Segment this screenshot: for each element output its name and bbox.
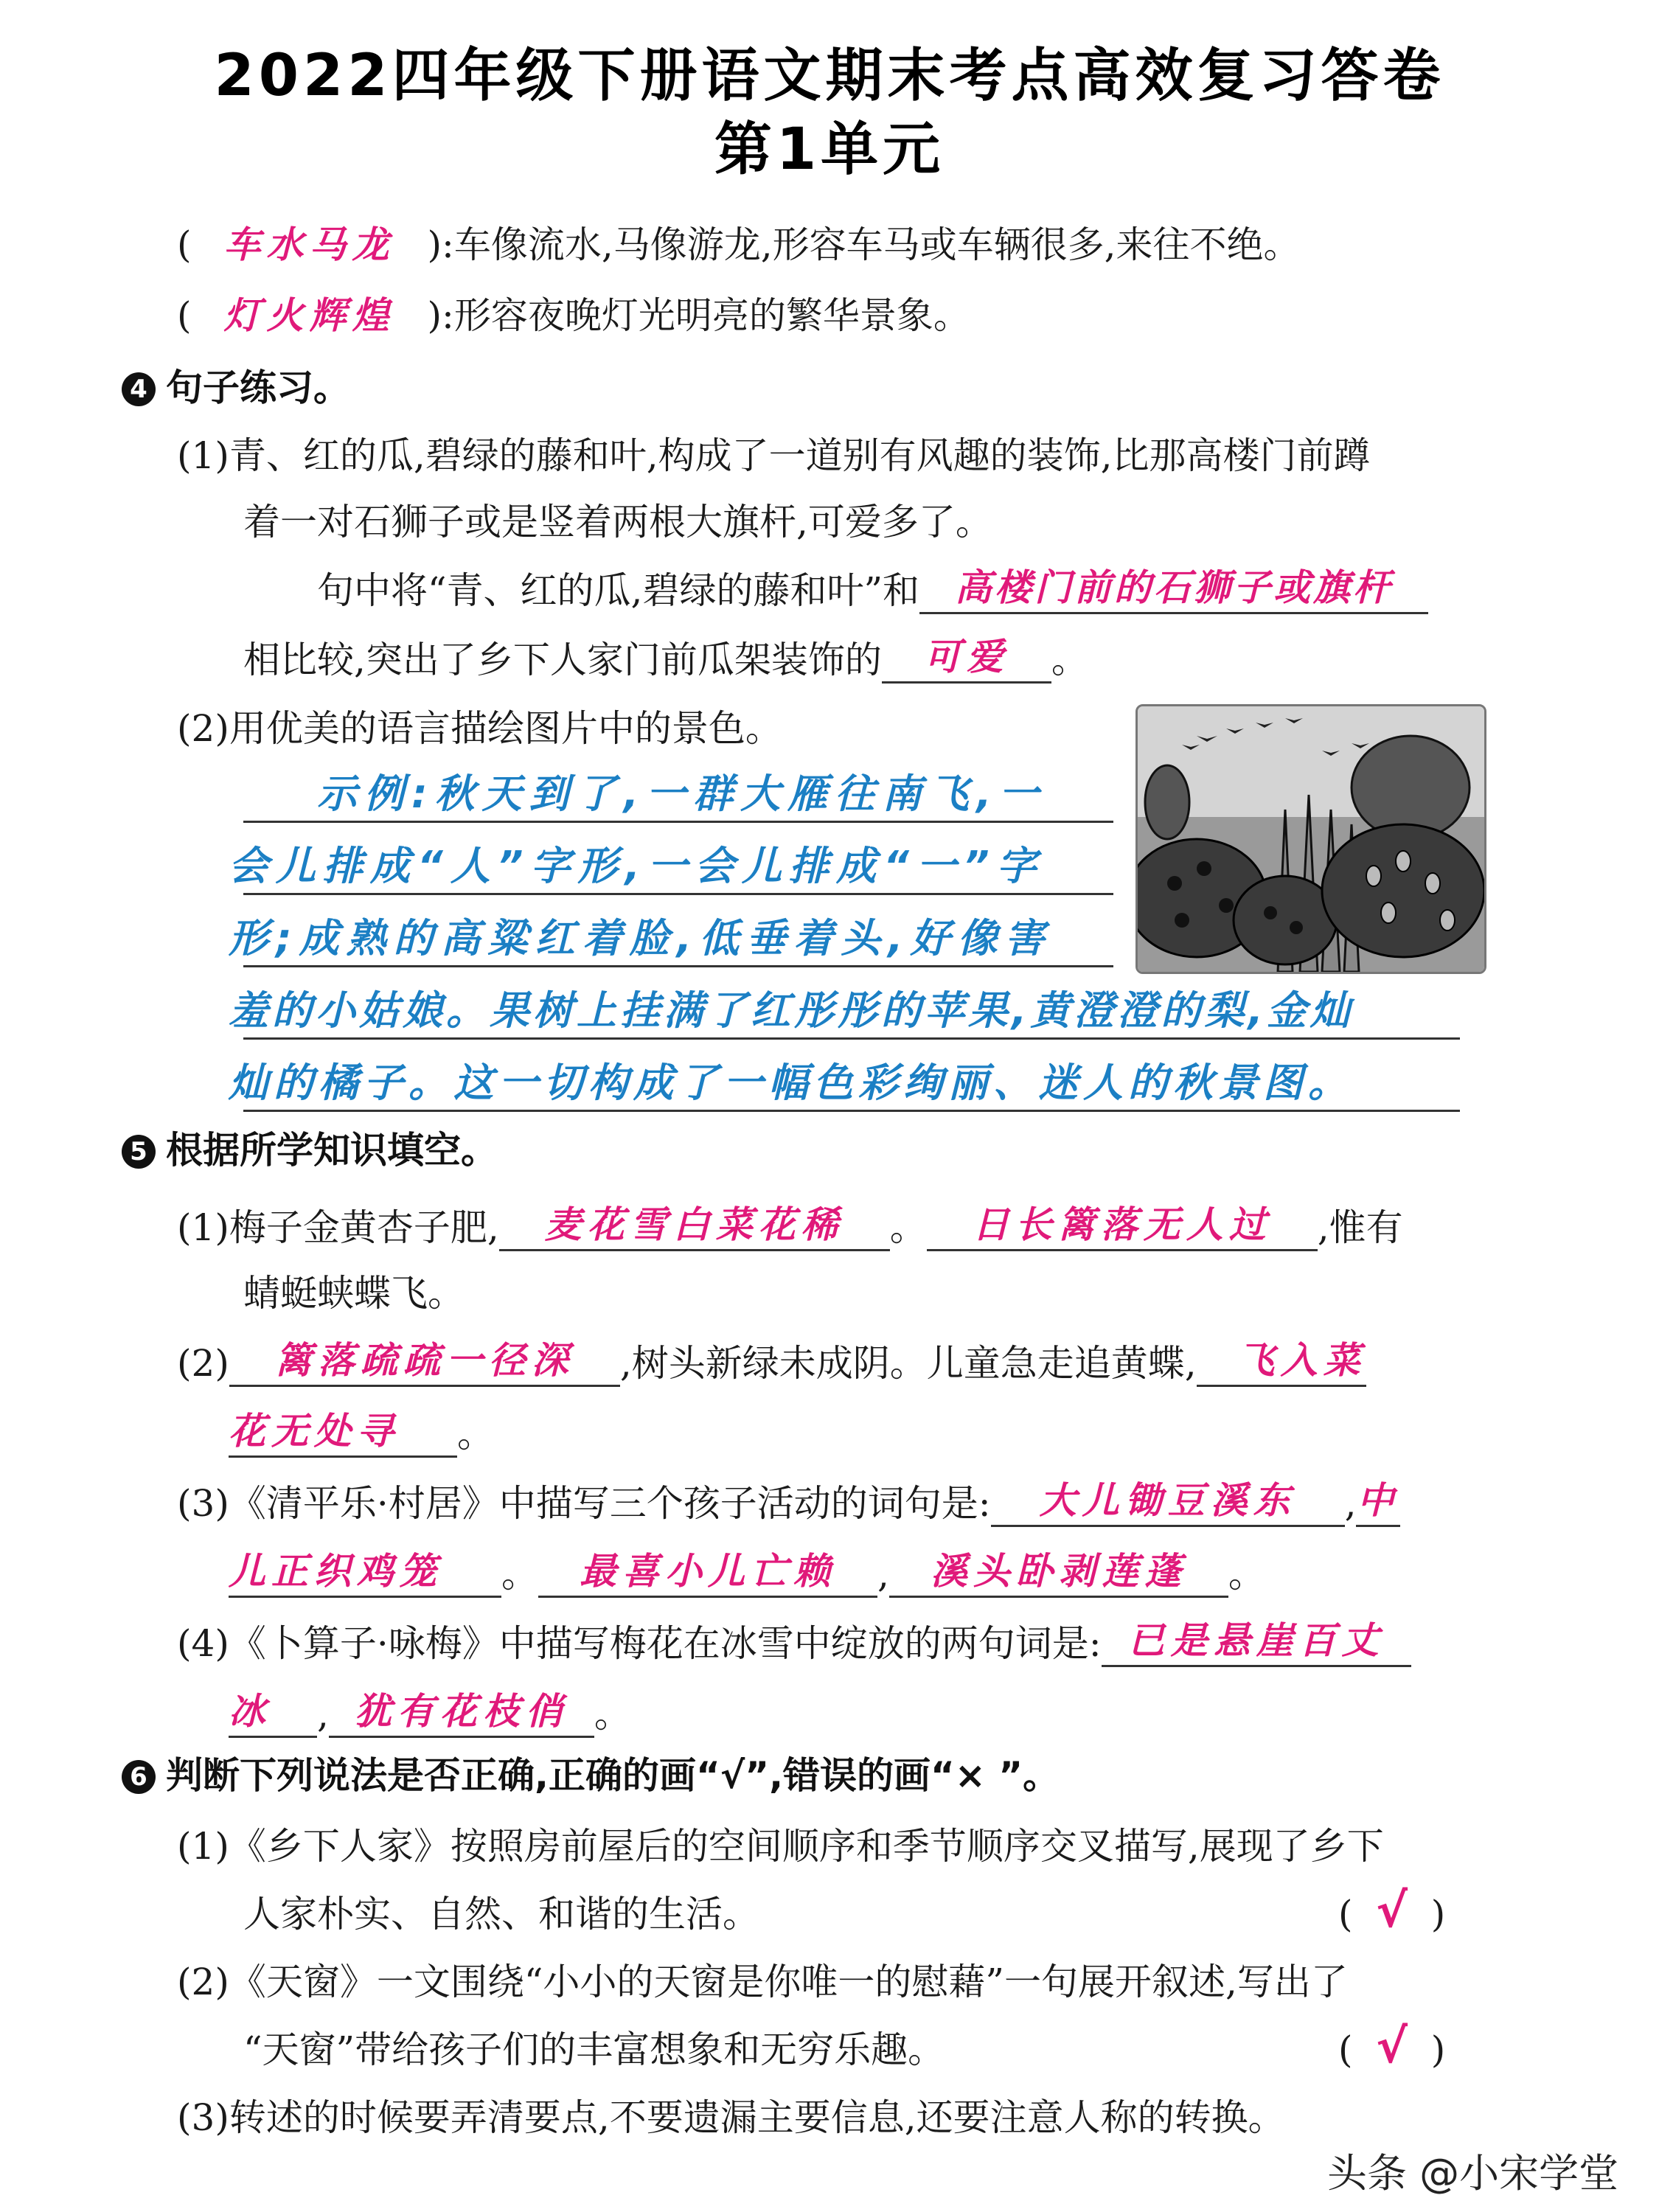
q6-item2-line1: (2)《天窗》一文围绕“小小的天窗是你唯一的慰藉”一句展开叙述,写出了: [177, 1961, 1348, 2003]
q5-item4-end: 。: [594, 1693, 631, 1736]
q5-item3-sep2: 。: [501, 1553, 538, 1596]
q5-item3-end: 。: [1228, 1553, 1265, 1596]
q6-item1-line1: (1)《乡下人家》按照房前屋后的空间顺序和季节顺序交叉描写,展现了乡下: [177, 1825, 1384, 1868]
q5-item1-end: ,惟有: [1317, 1206, 1403, 1249]
q5-answer-2a: 篱落疏疏一径深: [229, 1338, 620, 1387]
q5-heading: [122, 1127, 498, 1174]
q6-title: 判断下列说法是否正确,正确的画“√”,错误的画“× ”。: [166, 1754, 1060, 1797]
q6-item1-line2: 人家朴实、自然、和谐的生活。: [243, 1893, 759, 1935]
q5-item2-text: (2): [177, 1342, 229, 1385]
q6-number: 6: [122, 1760, 156, 1794]
q5-title: 根据所学知识填空。: [166, 1129, 498, 1172]
q5-answer-4a-part1: 已是悬崖百丈: [1102, 1618, 1411, 1667]
q4-answer-2: 可爱: [882, 634, 1051, 684]
q5-item2-mid: ,树头新绿未成阴。儿童急走追黄蝶,: [619, 1342, 1197, 1385]
q5-answer-3b-part1: 中: [1356, 1478, 1400, 1527]
q5-answer-1a: 麦花雪白菜花稀: [499, 1202, 890, 1251]
q6-item2-judgement: ( √ ): [1338, 2020, 1446, 2074]
q6-item3-line1: (3)转述的时候要弄清要点,不要遗漏主要信息,还要注意人称的转换。: [177, 2096, 1285, 2139]
q5-item4-line2: [229, 1688, 631, 1738]
q6-item2-line2: “天窗”带给孩子们的丰富想象和无穷乐趣。: [243, 2028, 945, 2071]
q4-p1-line3: [317, 565, 1428, 614]
answer-rule: [243, 893, 1113, 895]
q5-answer-4b: 犹有花枝俏: [329, 1688, 594, 1738]
q4-p1-line3-text: 句中将“青、红的瓜,碧绿的藤和叶”和: [317, 569, 920, 612]
q5-item1-mid: 。: [889, 1206, 927, 1249]
q4-answer-1: 高楼门前的石狮子或旗杆: [919, 565, 1428, 614]
q5-answer-3b-part2: 儿正织鸡笼: [229, 1548, 501, 1598]
q5-item3: [177, 1478, 1400, 1527]
q5-item1-text: (1)梅子金黄杏子肥,: [177, 1206, 499, 1249]
q4-p1-line4-end: 。: [1051, 639, 1088, 681]
q5-item1-line2: 蜻蜓蛱蝶飞。: [243, 1272, 465, 1315]
q5-answer-3d: 溪头卧剥莲蓬: [889, 1548, 1228, 1598]
q5-answer-1b: 日长篱落无人过: [927, 1202, 1318, 1251]
q5-item3-sep1: ,: [1344, 1482, 1357, 1525]
answer-rule: [243, 821, 1113, 823]
q4-p1-line4-text: 相比较,突出了乡下人家门前瓜架装饰的: [243, 639, 882, 681]
q5-answer-3a: 大儿锄豆溪东: [991, 1478, 1345, 1527]
q5-item1: [177, 1202, 1403, 1251]
q5-item2-end: 。: [457, 1413, 494, 1455]
q4-title: 句子练习。: [166, 366, 350, 409]
q5-item4-text: (4)《卜算子·咏梅》中描写梅花在冰雪中绽放的两句词是:: [177, 1622, 1102, 1665]
q4-p2-answer-line4: 羞的小姑娘。果树上挂满了红彤彤的苹果,黄澄澄的梨,金灿: [229, 987, 1354, 1034]
q4-p2-answer-line3: 形;成熟的高粱红着脸,低垂着头,好像害: [229, 915, 1052, 961]
answer-rule: [243, 965, 1113, 967]
q4-p2-answer-line5: 灿的橘子。这一切构成了一幅色彩绚丽、迷人的秋景图。: [229, 1060, 1353, 1106]
q5-item2: [177, 1338, 1366, 1387]
q6-heading: [122, 1752, 1060, 1799]
q5-item4-sep: ,: [317, 1693, 329, 1736]
autumn-scene-drawing: [1138, 706, 1484, 972]
q5-answer-2b-part1: 飞入菜: [1197, 1338, 1366, 1387]
q4-p1-line4: [243, 634, 1088, 684]
idiom-answer-1: 车水马龙: [223, 223, 395, 266]
q4-p2-answer-line2: 会儿排成“人”字形,一会儿排成“一”字: [229, 843, 1044, 889]
q5-number: 5: [122, 1135, 156, 1169]
q5-item3-sep3: ,: [877, 1553, 889, 1596]
check-mark-icon: √: [1376, 2020, 1408, 2074]
watermark: 头条 @小宋学堂: [1327, 2150, 1619, 2197]
q5-answer-4a-part2: 冰: [229, 1688, 317, 1738]
idiom-definition-1: ):车像流水,马像游龙,形容车马或车辆很多,来往不绝。: [427, 223, 1301, 266]
q5-item3-line2: [229, 1548, 1265, 1598]
q4-heading: [122, 364, 350, 411]
q4-p2-line1: (2)用优美的语言描绘图片中的景色。: [177, 707, 782, 750]
page-subtitle: 第1单元: [714, 116, 945, 183]
check-mark-icon: √: [1376, 1884, 1408, 1938]
q4-p1-line2: 着一对石狮子或是竖着两根大旗杆,可爱多了。: [243, 501, 992, 543]
q5-item3-text: (3)《清平乐·村居》中描写三个孩子活动的词句是:: [177, 1482, 991, 1525]
idiom-answer-2: 灯火辉煌: [223, 294, 395, 337]
answer-rule: [243, 1110, 1460, 1112]
q5-item4: [177, 1618, 1411, 1667]
q4-p2-answer-line1: 示例:秋天到了,一群大雁往南飞,一: [317, 771, 1046, 817]
answer-rule: [243, 1037, 1460, 1040]
q4-p1-line1: (1)青、红的瓜,碧绿的藤和叶,构成了一道别有风趣的装饰,比那高楼门前蹲: [177, 434, 1371, 477]
idiom-definition-2: ):形容夜晚灯光明亮的繁华景象。: [427, 294, 970, 337]
q5-answer-2b-part2: 花无处寻: [229, 1408, 457, 1458]
page-title: 2022四年级下册语文期末考点高效复习答卷: [214, 43, 1445, 109]
q5-item2-line2: [229, 1408, 494, 1458]
idiom-row-2: ( 灯火辉煌 ):形容夜晚灯光明亮的繁华景象。: [177, 292, 970, 339]
idiom-row-1: ( 车水马龙 ):车像流水,马像游龙,形容车马或车辆很多,来往不绝。: [177, 221, 1301, 268]
q5-answer-3c: 最喜小儿亡赖: [538, 1548, 877, 1598]
q6-item1-judgement: ( √ ): [1338, 1884, 1446, 1938]
autumn-scene-image: [1135, 704, 1486, 974]
q4-number: 4: [122, 372, 156, 406]
